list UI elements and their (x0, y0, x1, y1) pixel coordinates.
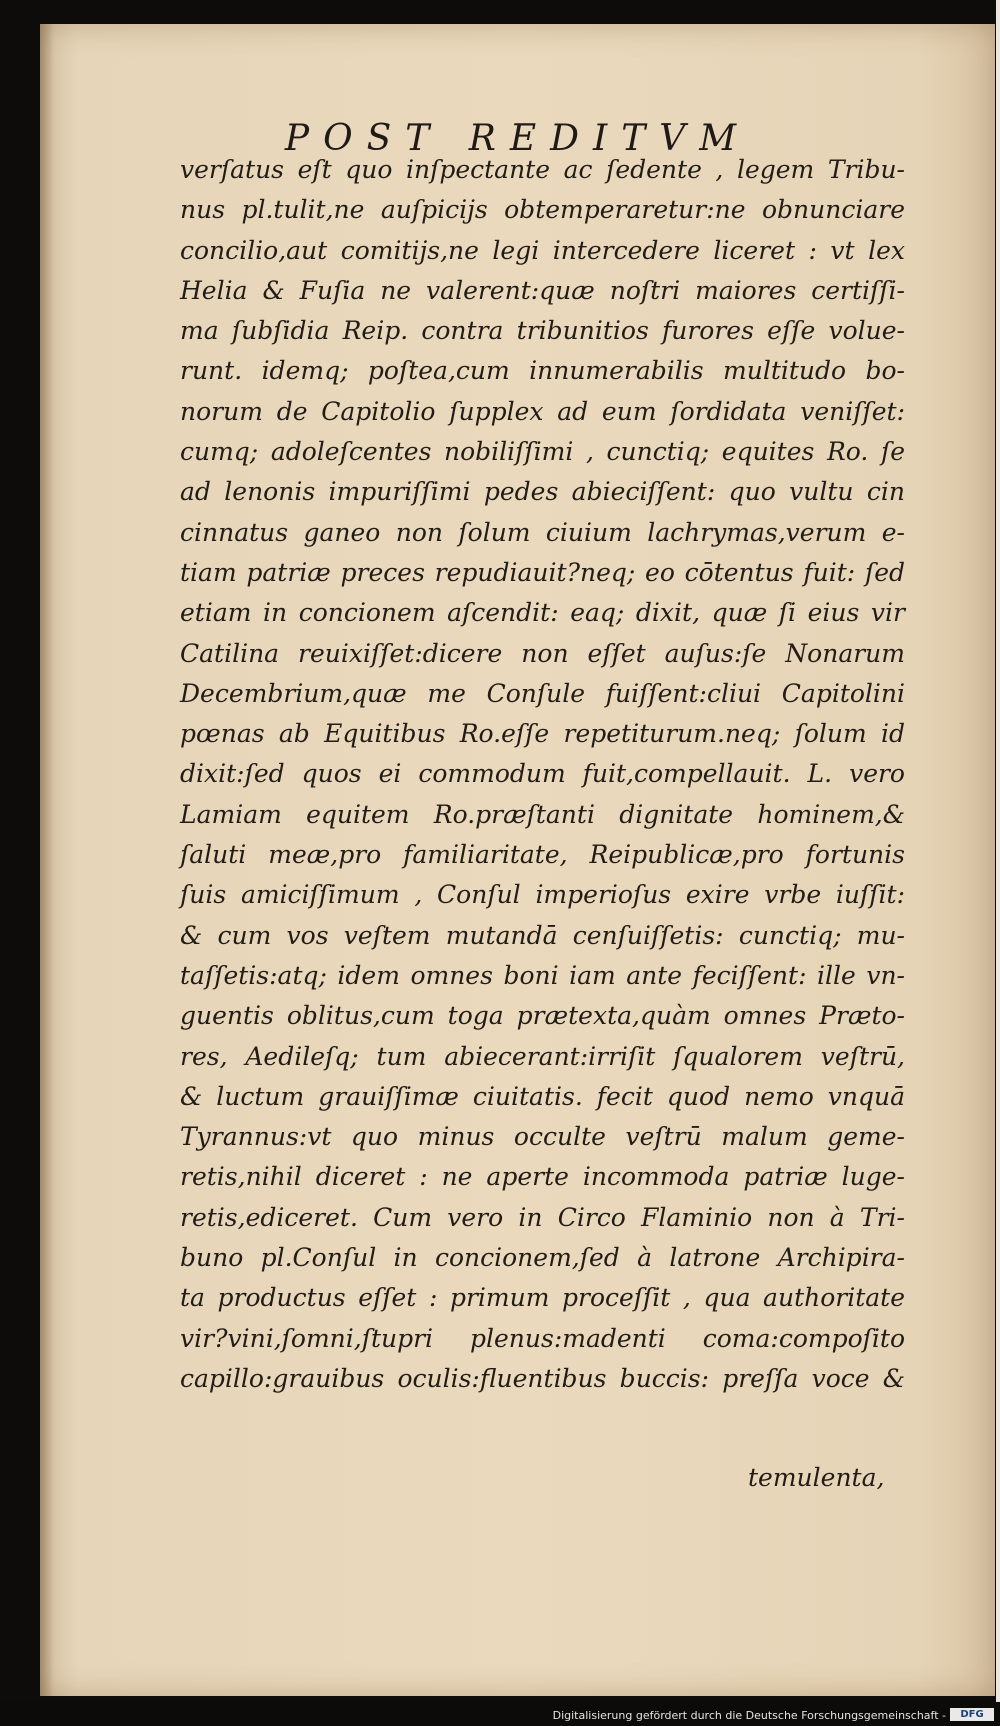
text-line: cumq; adoleſcentes nobiliſſimi , cunctiq; equites Ro. ſe (180, 437, 905, 467)
running-head: POST REDITVM (284, 118, 751, 159)
text-line: Tyrannus:vt quo minus occulte veſtrū malum geme- (180, 1122, 905, 1152)
page-gutter-shadow (40, 24, 54, 1696)
text-line: tiam patriæ preces repudiauit?neq; eo cōtentus fuit: ſed (180, 557, 905, 587)
text-line: buno pl.Conſul in concionem,ſed à latrone Archipira- (180, 1243, 905, 1273)
text-line: ma ſubſidia Reip. contra tribunitios furores eſſe volue- (180, 316, 905, 346)
text-line: Lamiam equitem Ro.præſtanti dignitate hominem,& (180, 799, 905, 829)
text-line: dixit:ſed quos ei commodum fuit,compellauit. L. vero (180, 759, 905, 789)
text-line: ſaluti meæ,pro familiaritate, Reipublicæ,pro fortunis (180, 840, 905, 870)
text-line: etiam in concionem aſcendit: eaq; dixit, quæ ſi eius vir (180, 598, 905, 628)
text-line: & luctum grauiſſimæ ciuitatis. fecit quod nemo vnquā (180, 1081, 905, 1111)
text-line: ſuis amiciſſimum , Conſul imperioſus exire vrbe iuſſit: (180, 880, 905, 910)
digitization-credit: Digitalisierung gefördert durch die Deutsche Forschungsgemeinschaft - (552, 1709, 946, 1722)
text-line: cinnatus ganeo non ſolum ciuium lachrymas,verum e- (180, 517, 905, 547)
text-line: guentis oblitus,cum toga prætexta,quàm omnes Prætо- (180, 1001, 905, 1031)
scan-right-edge (996, 0, 1000, 1726)
text-line: Decembrium,quæ me Conſule fuiſſent:cliui Capitolini (180, 678, 905, 708)
text-line: ad lenonis impuriſſimi pedes abieciſſent: quo vultu cin (180, 477, 905, 507)
text-line: nus pl.tulit,ne auſpicijs obtemperaretur:ne obnunciare (180, 195, 905, 225)
text-line: verſatus eſt quo inſpectante ac ſedente , legem Tribu- (180, 155, 905, 184)
text-line: runt. idemq; poſtea,cum innumerabilis multitudo bo- (180, 356, 905, 386)
dfg-logo: DFG (950, 1708, 994, 1721)
text-line: ta productus eſſet : primum proceſſit , qua authoritate (180, 1283, 905, 1313)
text-line: Catilina reuixiſſet:dicere non eſſet auſus:ſe Nonarum (180, 638, 905, 668)
body-text (180, 150, 905, 1399)
text-line: taſſetis:atq; idem omnes boni iam ante feciſſent: ille vn- (180, 960, 905, 990)
text-line: vir?vini,ſomni,ſtupri plenus:madenti coma:compoſito (180, 1323, 905, 1353)
text-line: concilio,aut comitijs,ne legi intercedere liceret : vt lex (180, 235, 905, 265)
text-line: pœnas ab Equitibus Ro.eſſe repetiturum.neq; ſolum id (180, 719, 905, 749)
text-line: Helia & Fuſia ne valerent:quæ noſtri maiores certiſſi- (180, 275, 905, 305)
text-line: res, Aedileſq; tum abiecerant:irriſit ſqualorem veſtrū, (180, 1041, 905, 1071)
text-line: & cum vos veſtem mutandā cenſuiſſetis: cunctiq; mu- (180, 920, 905, 950)
catchword: temulenta, (748, 1463, 885, 1492)
text-line: norum de Capitolio ſupplex ad eum ſordidata veniſſet: (180, 396, 905, 426)
text-line: capillo:grauibus oculis:fluentibus buccis: preſſa voce & (180, 1363, 905, 1393)
text-line: retis,nihil diceret : ne aperte incommoda patriæ luge- (180, 1162, 905, 1192)
text-line: retis,ediceret. Cum vero in Circo Flaminio non à Tri- (180, 1202, 905, 1232)
